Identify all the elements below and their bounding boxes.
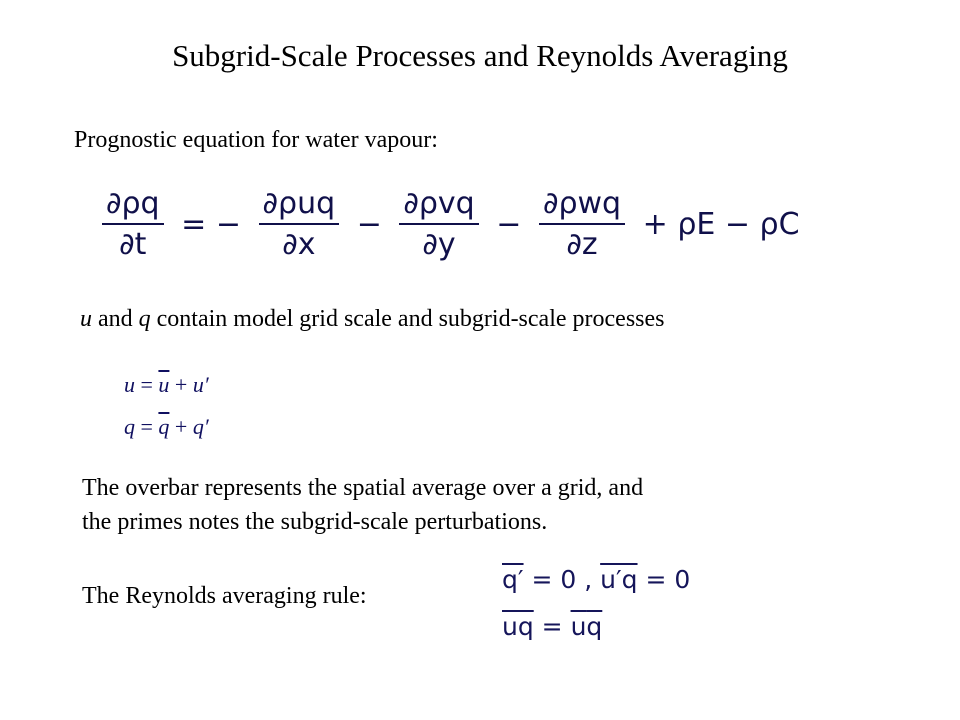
y-term-fraction (399, 186, 478, 262)
explanation-line-1: The overbar represents the spatial average over a grid, and (82, 475, 644, 501)
z-term-denominator: ∂z (539, 223, 625, 262)
prognostic-equation (100, 186, 806, 262)
subgrid-description (80, 306, 665, 333)
mean-uq: $\overline{uq}$ (502, 612, 534, 641)
reynolds-rule-line-1 (502, 565, 690, 594)
u-prime: u′ (192, 372, 209, 397)
q-mean: $\overline{q}$ (158, 414, 170, 439)
q-symbol: q (138, 306, 151, 332)
q-lhs: q (124, 414, 135, 439)
x-term-denominator: ∂x (259, 223, 340, 262)
u-symbol: u (80, 306, 92, 332)
z-term-numerator: ∂ρwq (542, 186, 622, 221)
equals-sign-2: = (533, 612, 571, 641)
u-equals: = (135, 372, 159, 397)
u-decomposition (124, 372, 209, 398)
x-term-numerator: ∂ρuq (262, 186, 336, 221)
mean-u-prime-q: u′q (600, 565, 638, 594)
reynolds-label: The Reynolds averaging rule: (82, 583, 367, 609)
lhs-numerator: ∂ρq (106, 186, 160, 221)
lhs-fraction (102, 186, 164, 262)
u-mean: $\overline{u}$ (158, 372, 170, 397)
mean-u: $\overline{u}$ (570, 612, 587, 641)
mean-q: $\overline{q}$ (586, 612, 603, 641)
q-equals: = (135, 414, 159, 439)
minus-sign: − (496, 206, 522, 242)
explanation-line-2: the primes notes the subgrid-scale perturbations. (82, 509, 548, 535)
source-sink-terms: + ρE − ρC (642, 206, 800, 242)
y-term-denominator: ∂y (399, 223, 478, 262)
equals-sign: = − (181, 206, 241, 242)
intro-text: Prognostic equation for water vapour: (74, 127, 438, 153)
lhs-denominator: ∂t (102, 223, 164, 262)
u-plus: + (169, 372, 193, 397)
page-title: Subgrid-Scale Processes and Reynolds Averaging (172, 38, 788, 73)
y-term-numerator: ∂ρvq (403, 186, 475, 221)
and-text: and (92, 306, 139, 332)
reynolds-rule-line-2 (502, 612, 602, 641)
subgrid-description-rest: contain model grid scale and subgrid-scale processes (150, 306, 665, 332)
q-decomposition (124, 414, 209, 440)
mean-q-prime: q′ (502, 565, 524, 594)
q-prime: q′ (192, 414, 209, 439)
z-term-fraction (539, 186, 625, 262)
equals-zero: = 0 , (523, 565, 601, 594)
minus-sign: − (356, 206, 382, 242)
q-plus: + (169, 414, 193, 439)
x-term-fraction (259, 186, 340, 262)
equals-zero-2: = 0 (637, 565, 691, 594)
u-lhs: u (124, 372, 135, 397)
